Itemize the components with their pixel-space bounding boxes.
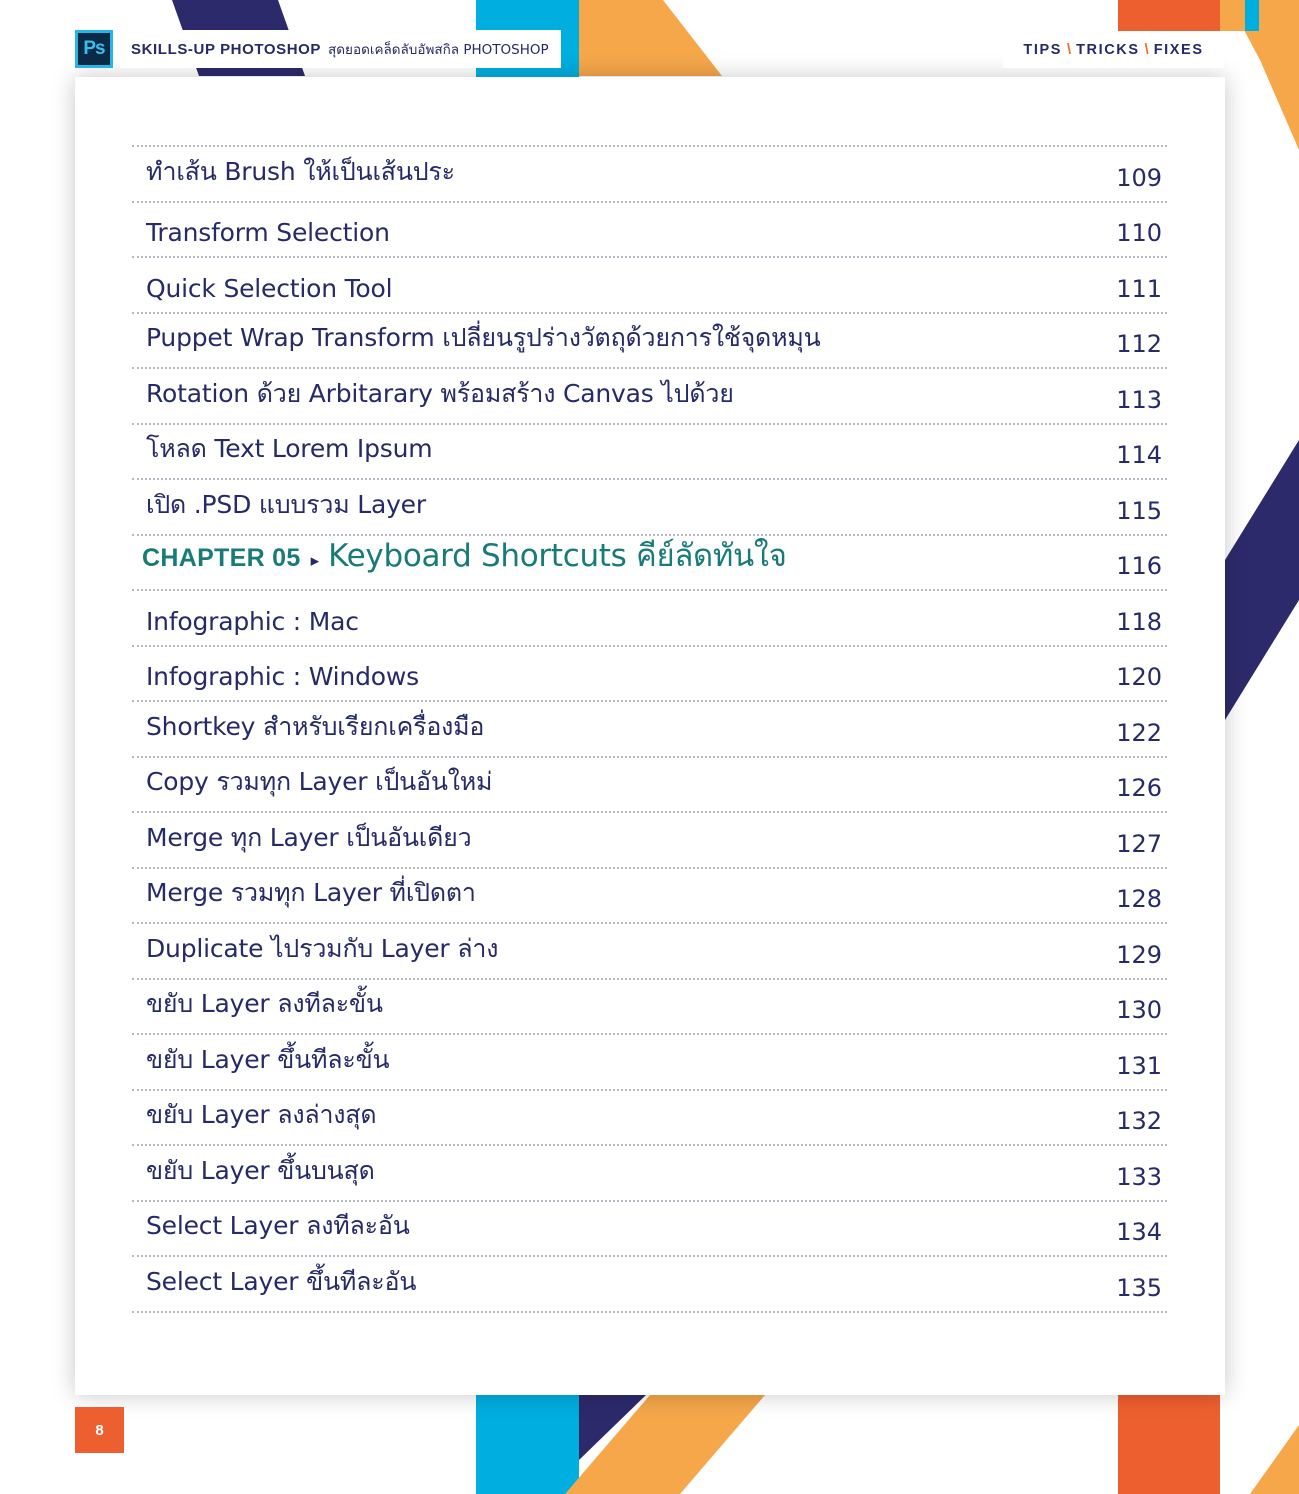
toc-entry[interactable]	[132, 1257, 1167, 1313]
toc-entry-title: ขยับ Layer ขึ้นทีละขั้น	[146, 1044, 390, 1074]
toc-entry-title: Infographic : Mac	[146, 606, 359, 636]
content-card	[75, 77, 1225, 1395]
toc-entry-page: 132	[1116, 1107, 1162, 1135]
toc-entry-title: Select Layer ขึ้นทีละอัน	[146, 1266, 417, 1296]
toc-entry[interactable]	[132, 480, 1167, 536]
toc-entry-title: Shortkey สำหรับเรียกเครื่องมือ	[146, 711, 485, 741]
toc-entry-page: 133	[1116, 1162, 1162, 1191]
toc-entry[interactable]	[132, 1202, 1167, 1258]
toc-entry[interactable]	[132, 813, 1167, 869]
toc-entry-page: 120	[1116, 663, 1162, 691]
toc-entry-title: Transform Selection	[146, 218, 390, 247]
toc-entry[interactable]	[132, 980, 1167, 1036]
toc-entry[interactable]	[132, 203, 1167, 259]
toc-entry-page: 130	[1116, 996, 1162, 1024]
book-subtitle: สุดยอดเคล็ดลับอัพสกิล PHOTOSHOP	[328, 42, 549, 58]
toc-entry-title: โหลด Text Lorem Ipsum	[146, 434, 433, 463]
toc-entry-page: 128	[1116, 885, 1162, 913]
chapter-heading[interactable]	[132, 536, 1167, 592]
chapter-number: CHAPTER 05	[142, 544, 301, 572]
toc-entry-title: เปิด .PSD แบบรวม Layer	[146, 489, 426, 519]
toc-entry-title: ขยับ Layer ลงทีละขั้น	[146, 989, 383, 1018]
toc-entry-title: Infographic : Windows	[146, 662, 419, 691]
toc-entry[interactable]	[132, 147, 1167, 203]
toc-entry-page: 122	[1116, 718, 1162, 747]
toc-entry-title: ขยับ Layer ขึ้นบนสุด	[146, 1155, 375, 1185]
toc-entry-page: 114	[1116, 441, 1162, 469]
toc-entry-title: Select Layer ลงทีละอัน	[146, 1211, 410, 1240]
toc-entry-page: 109	[1116, 163, 1162, 192]
toc-entry[interactable]	[132, 1146, 1167, 1202]
toc-entry-page: 129	[1116, 940, 1162, 969]
toc-entry[interactable]	[132, 591, 1167, 647]
toc-entry[interactable]	[132, 1091, 1167, 1147]
toc-entry[interactable]	[132, 369, 1167, 425]
toc-entry-page: 112	[1116, 330, 1162, 358]
tips-tricks-fixes-tag	[1003, 31, 1224, 68]
toc-entry-title: ขยับ Layer ลงล่างสุด	[146, 1100, 377, 1129]
chapter-page: 116	[1116, 552, 1162, 580]
toc-entry-title: Merge รวมทุก Layer ที่เปิดตา	[146, 878, 476, 907]
toc-entry[interactable]	[132, 647, 1167, 703]
header-title-bar	[75, 30, 561, 68]
toc-entry-page: 118	[1116, 607, 1162, 636]
chapter-title: Keyboard Shortcuts คีย์ลัดทันใจ	[328, 538, 787, 574]
toc-entry-title: ทำเส้น Brush ให้เป็นเส้นประ	[146, 156, 455, 186]
toc-entry-page: 134	[1116, 1218, 1162, 1246]
toc-entry[interactable]	[132, 1035, 1167, 1091]
book-title-box	[120, 30, 561, 68]
toc-entry-page: 127	[1116, 829, 1162, 858]
toc-entry[interactable]	[132, 258, 1167, 314]
chapter-arrow-icon: ▸	[310, 551, 320, 570]
toc-entry-page: 135	[1116, 1273, 1162, 1302]
toc-entry-title: Rotation ด้วย Arbitarary พร้อมสร้าง Canvas ไปด้วย	[146, 378, 734, 408]
toc-entry-title: Duplicate ไปรวมกับ Layer ล่าง	[146, 933, 499, 963]
toc-entry-title: Quick Selection Tool	[146, 273, 393, 303]
toc-entry[interactable]	[132, 314, 1167, 370]
toc-entry[interactable]	[132, 702, 1167, 758]
tag-separator: \	[1067, 41, 1072, 58]
tag-fixes: FIXES	[1153, 41, 1204, 58]
toc-entry[interactable]	[132, 924, 1167, 980]
page-number-badge: 8	[75, 1407, 124, 1453]
toc-entry[interactable]	[132, 425, 1167, 481]
toc-entry[interactable]	[132, 758, 1167, 814]
photoshop-logo-icon: Ps	[75, 30, 113, 68]
toc-entry-title: Puppet Wrap Transform เปลี่ยนรูปร่างวัตถุด้วยการใช้จุดหมุน	[146, 323, 821, 352]
toc-entry-page: 126	[1116, 774, 1162, 802]
toc-entry-title: Merge ทุก Layer เป็นอันเดียว	[146, 822, 472, 852]
book-title: SKILLS-UP PHOTOSHOP	[131, 40, 322, 58]
tag-separator: \	[1144, 41, 1149, 58]
tag-tips: TIPS	[1023, 41, 1063, 58]
toc-entry[interactable]	[132, 869, 1167, 925]
toc-entry-page: 111	[1116, 274, 1162, 303]
tag-tricks: TRICKS	[1076, 41, 1140, 58]
toc-entry-page: 115	[1116, 496, 1162, 525]
toc-entry-page: 131	[1116, 1051, 1162, 1080]
toc-entry-title: Copy รวมทุก Layer เป็นอันใหม่	[146, 767, 493, 796]
table-of-contents	[132, 145, 1167, 1313]
toc-entry-page: 110	[1116, 219, 1162, 247]
chapter-label	[142, 530, 787, 580]
toc-entry-page: 113	[1116, 385, 1162, 414]
